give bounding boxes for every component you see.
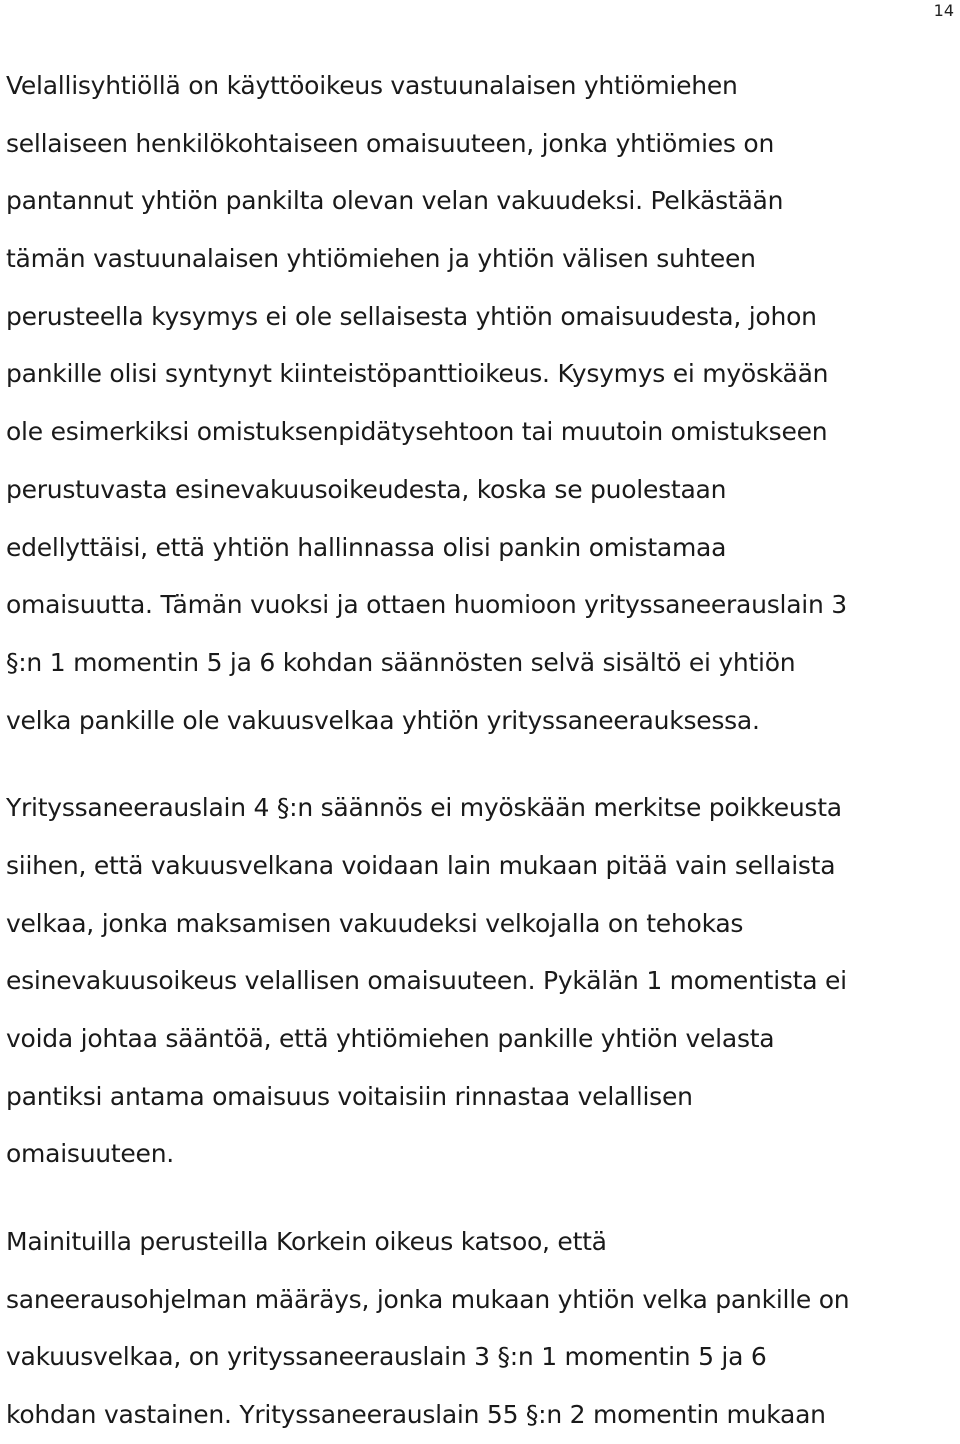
text-line: omaisuutta. Tämän vuoksi ja ottaen huomioon yrityssaneerauslain 3 <box>6 590 847 620</box>
text-line: omaisuuteen. <box>6 1139 174 1169</box>
document-body <box>6 57 960 1444</box>
text-line: velkaa, jonka maksamisen vakuudeksi velkojalla on tehokas <box>6 908 744 938</box>
paragraph-2 <box>6 779 960 1183</box>
text-line: edellyttäisi, että yhtiön hallinnassa olisi pankin omistamaa <box>6 532 727 562</box>
paragraph-3 <box>6 1213 960 1444</box>
text-line: Velallisyhtiöllä on käyttöoikeus vastuunalaisen yhtiömiehen <box>6 71 738 100</box>
text-line: perusteella kysymys ei ole sellaisesta yhtiön omaisuudesta, johon <box>6 301 817 331</box>
text-line: velka pankille ole vakuusvelkaa yhtiön yrityssaneerauksessa. <box>6 705 760 735</box>
text-line: perustuvasta esinevakuusoikeudesta, koska se puolestaan <box>6 474 727 504</box>
text-line: pantannut yhtiön pankilta olevan velan vakuudeksi. Pelkästään <box>6 186 784 216</box>
text-line: §:n 1 momentin 5 ja 6 kohdan säännösten selvä sisältö ei yhtiön <box>6 647 796 677</box>
text-line: Yrityssaneerauslain 4 §:n säännös ei myöskään merkitse poikkeusta <box>6 793 842 823</box>
text-line: Mainituilla perusteilla Korkein oikeus katsoo, että <box>6 1227 607 1257</box>
text-line: kohdan vastainen. Yrityssaneerauslain 55 §:n 2 momentin mukaan <box>6 1400 826 1430</box>
paragraph-1 <box>6 57 960 749</box>
text-line: vakuusvelkaa, on yrityssaneerauslain 3 §:n 1 momentin 5 ja 6 <box>6 1342 767 1372</box>
text-line: sellaiseen henkilökohtaiseen omaisuuteen, jonka yhtiömies on <box>6 128 775 158</box>
text-line: pankille olisi syntynyt kiinteistöpanttioikeus. Kysymys ei myöskään <box>6 359 829 389</box>
text-line: tämän vastuunalaisen yhtiömiehen ja yhtiön välisen suhteen <box>6 244 756 274</box>
text-line: saneerausohjelman määräys, jonka mukaan yhtiön velka pankille on <box>6 1284 850 1314</box>
text-line: esinevakuusoikeus velallisen omaisuuteen. Pykälän 1 momentista ei <box>6 966 847 996</box>
text-line: siihen, että vakuusvelkana voidaan lain mukaan pitää vain sellaista <box>6 850 836 880</box>
text-line: pantiksi antama omaisuus voitaisiin rinnastaa velallisen <box>6 1081 693 1111</box>
text-line: ole esimerkiksi omistuksenpidätysehtoon tai muutoin omistukseen <box>6 417 828 447</box>
page-number: 14 <box>933 1 954 20</box>
text-line: voida johtaa sääntöä, että yhtiömiehen pankille yhtiön velasta <box>6 1024 775 1053</box>
